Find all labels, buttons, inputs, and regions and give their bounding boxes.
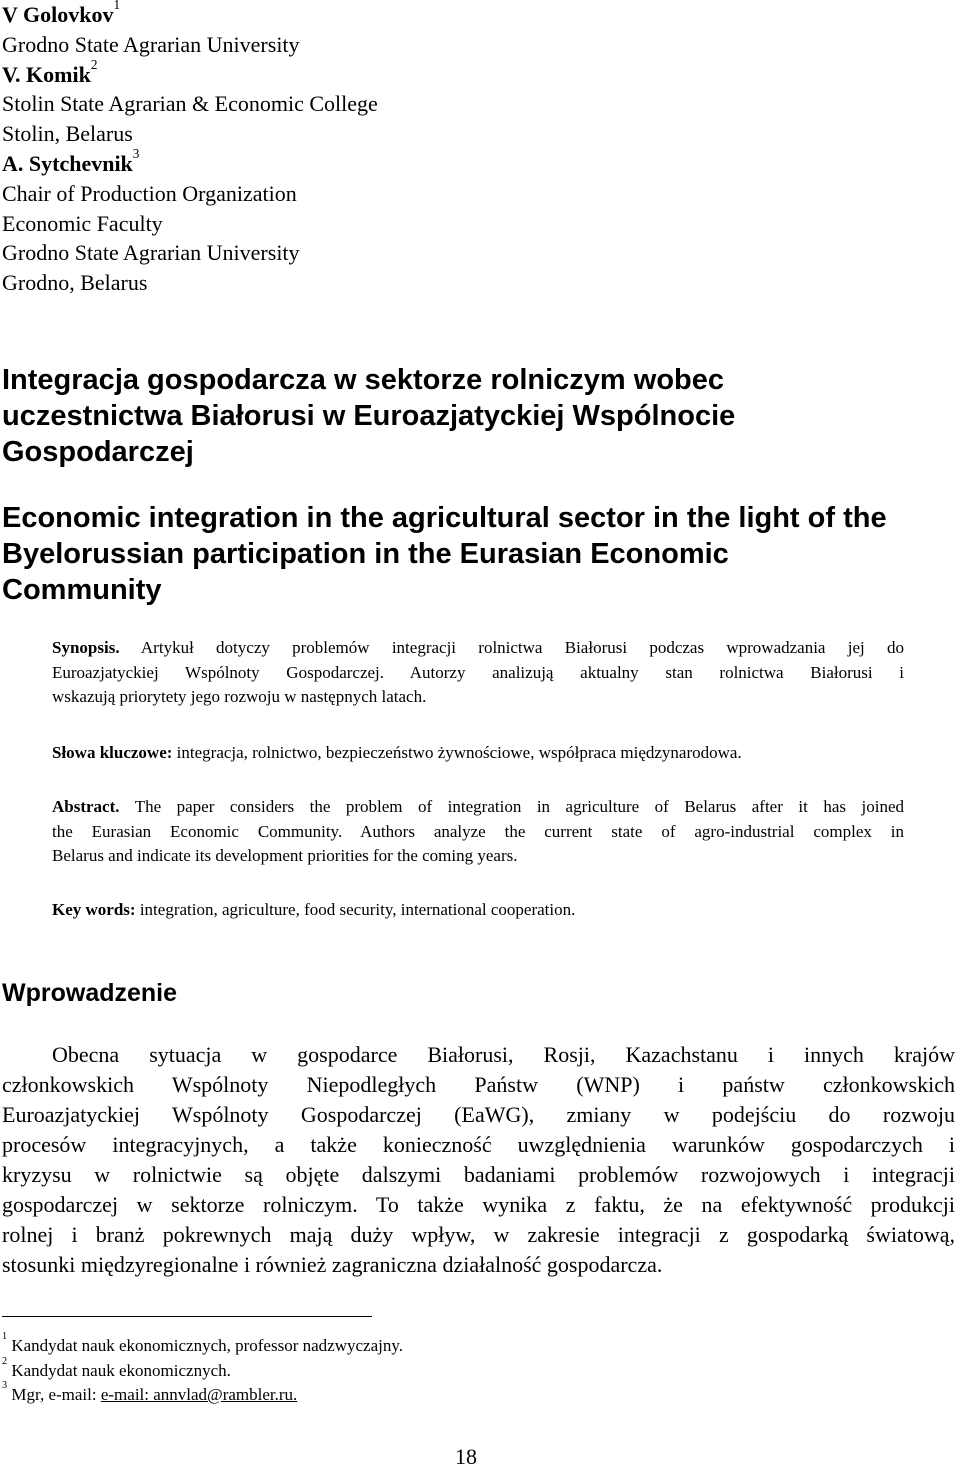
synopsis-line: wskazują priorytety jego rozwoju w następnych latach.: [52, 687, 427, 706]
page-number: 18: [455, 1444, 477, 1469]
author-name: A. Sytchevnik$^3$: [2, 145, 140, 176]
paragraph-line: kryzysu w rolnictwie są objęte dalszymi badaniami problemów rozwojowych i integracji: [2, 1162, 955, 1187]
author-affiliation: Grodno, Belarus: [2, 270, 148, 296]
synopsis-line: Euroazjatyckiej Wspólnoty Gospodarczej. Autorzy analizują aktualny stan rolnictwa Białorusi i: [52, 662, 904, 682]
synopsis: [52, 636, 904, 710]
paragraph-line: gospodarczej w sektorze rolniczym. To także wynika z faktu, że na efektywność produkcji: [2, 1192, 955, 1217]
keywords-polish: Słowa kluczowe: integracja, rolnictwo, bezpieczeństwo żywnościowe, współpraca międzynarodowa.: [52, 743, 742, 762]
footnote: $^3$ Mgr, e-mail: e-mail: annvlad@rambler.ru.: [2, 1380, 298, 1404]
author-affiliation: Economic Faculty: [2, 210, 163, 236]
title-english: [2, 500, 960, 608]
paragraph-line: rolnej i branż pokrewnych mają duży wpływ, w zakresie integracji z gospodarką światową,: [2, 1222, 955, 1247]
title-line: uczestnictwa Białorusi w Euroazjatyckiej Wspólnocie: [2, 400, 736, 432]
paragraph-line: procesów integracyjnych, a także konieczność uwzględnienia warunków gospodarczych i: [2, 1132, 955, 1157]
body-paragraph: [2, 1040, 955, 1280]
author-affiliation: Chair of Production Organization: [2, 180, 297, 206]
title-polish: [2, 362, 960, 470]
title-line: Community: [2, 574, 162, 606]
author-name: V Golovkov$^1$: [2, 0, 121, 27]
paragraph-line: Euroazjatyckiej Wspólnoty Gospodarczej (EaWG), zmiany w podejściu do rozwoju: [2, 1102, 955, 1127]
title-line: Byelorussian participation in the Eurasian Economic: [2, 538, 729, 570]
author-name: V. Komik$^2$: [2, 56, 98, 87]
title-line: Gospodarczej: [2, 436, 194, 468]
abstract-line: Abstract. The paper considers the problem of integration in agriculture of Belarus after it has joined: [52, 797, 904, 816]
author-affiliation: Stolin State Agrarian & Economic College: [2, 91, 378, 117]
footnote: $^2$ Kandydat nauk ekonomicznych.: [2, 1355, 231, 1380]
paragraph-line: Obecna sytuacja w gospodarce Białorusi, Rosji, Kazachstanu i innych krajów: [52, 1042, 955, 1067]
abstract-line: Belarus and indicate its development priorities for the coming years.: [52, 846, 518, 865]
paragraph-line: członkowskich Wspólnoty Niepodległych Państw (WNP) i państw członkowskich: [2, 1072, 955, 1097]
email-link[interactable]: e-mail: annvlad@rambler.ru.: [100, 1385, 298, 1404]
author-affiliation: Grodno State Agrarian University: [2, 240, 300, 266]
authors-block: [2, 0, 378, 298]
abstract: [52, 795, 904, 869]
abstract-line: the Eurasian Economic Community. Authors analyze the current state of agro-industrial complex in: [52, 821, 904, 841]
author-affiliation: Stolin, Belarus: [2, 121, 133, 147]
section-heading: Wprowadzenie: [2, 979, 178, 1007]
paragraph-line: stosunki międzyregionalne i również zagraniczna działalność gospodarcza.: [2, 1252, 663, 1277]
footnote: $^1$ Kandydat nauk ekonomicznych, professor nadzwyczajny.: [2, 1331, 403, 1355]
synopsis-line: Synopsis. Artykuł dotyczy problemów integracji rolnictwa Białorusi podczas wprowadzania jej do: [52, 638, 904, 657]
title-line: Economic integration in the agricultural sector in the light of the: [2, 502, 887, 534]
footnotes: [2, 1331, 403, 1408]
author-affiliation: Grodno State Agrarian University: [2, 31, 300, 57]
footnote-divider: [2, 1316, 372, 1317]
keywords-english: Key words: integration, agriculture, food security, international cooperation.: [52, 900, 576, 919]
title-line: Integracja gospodarcza w sektorze rolniczym wobec: [2, 364, 724, 396]
